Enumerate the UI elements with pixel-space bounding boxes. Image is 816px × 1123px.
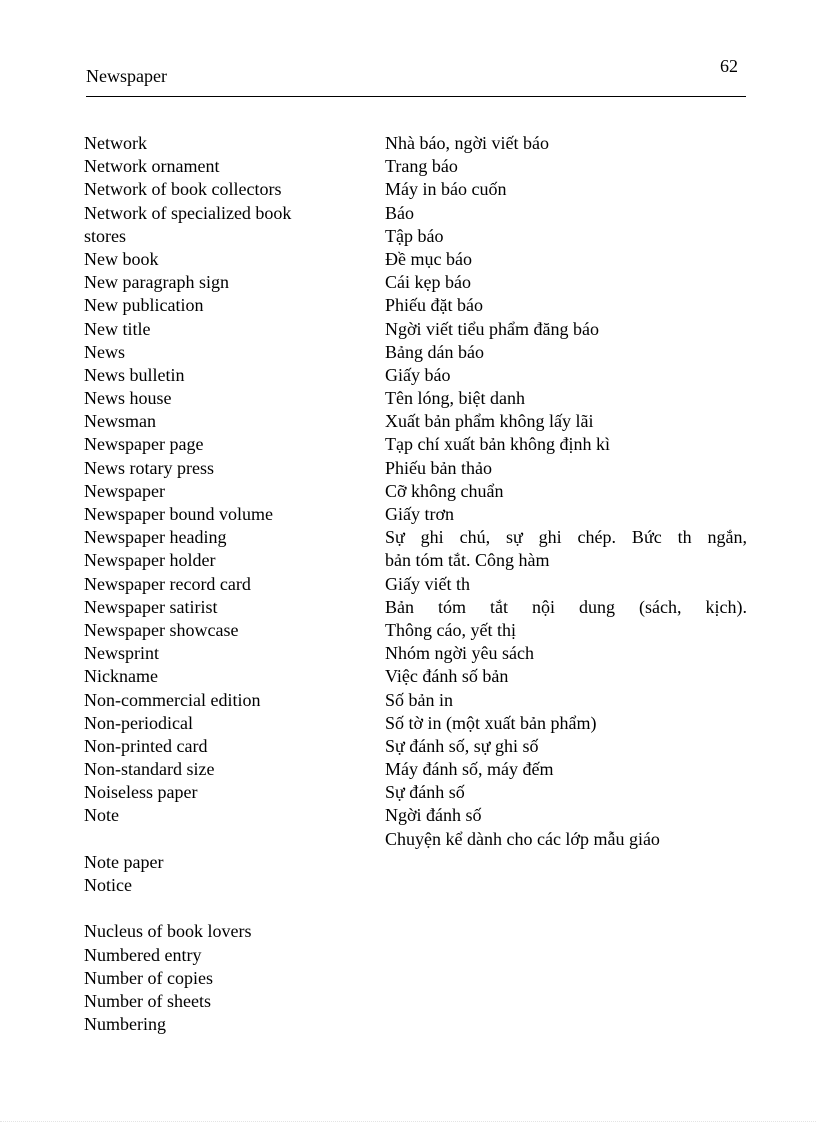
vietnamese-term: Ngời đánh số xyxy=(385,805,482,826)
vietnamese-term: Sự đánh số xyxy=(385,782,465,803)
vietnamese-term: Tên lóng, biệt danh xyxy=(385,388,525,409)
english-term: Numbering xyxy=(84,1014,166,1035)
english-term: Newspaper heading xyxy=(84,527,227,548)
vietnamese-term: Trang báo xyxy=(385,156,458,177)
english-term: Newspaper record card xyxy=(84,573,251,594)
english-term-list xyxy=(84,132,374,1036)
vietnamese-term: Giấy viết th xyxy=(385,573,470,594)
vietnamese-term: Cỡ không chuẩn xyxy=(385,480,504,501)
page-number: 62 xyxy=(720,56,738,76)
english-term: Numbered entry xyxy=(84,944,202,965)
english-term: Non-standard size xyxy=(84,759,215,780)
english-term: News house xyxy=(84,388,172,409)
english-term: News rotary press xyxy=(84,457,214,478)
english-term: Newspaper bound volume xyxy=(84,504,273,524)
english-term: Nucleus of book lovers xyxy=(84,921,252,942)
vietnamese-term: Xuất bản phẩm không lấy lãi xyxy=(385,411,594,432)
vietnamese-term: Phiếu đặt báo xyxy=(385,295,483,316)
vietnamese-term: Tạp chí xuất bản không định kì xyxy=(385,434,610,455)
english-term: Note xyxy=(84,805,119,826)
english-term: News xyxy=(84,341,125,362)
english-term: Newsman xyxy=(84,411,156,432)
english-term: Newspaper xyxy=(84,480,165,501)
english-term: New book xyxy=(84,248,159,269)
vietnamese-term: bản tóm tắt. Công hàm xyxy=(385,550,550,571)
english-term: New paragraph sign xyxy=(84,272,229,293)
english-term: Network of book collectors xyxy=(84,179,282,200)
vietnamese-term: Bảng dán báo xyxy=(385,341,484,362)
english-term: Noiseless paper xyxy=(84,782,198,803)
vietnamese-term: Số tờ in (một xuất bản phẩm) xyxy=(385,712,597,733)
vietnamese-term: Cái kẹp báo xyxy=(385,272,471,293)
page-bottom-divider xyxy=(0,1121,816,1122)
vietnamese-term: Đề mục báo xyxy=(385,248,472,269)
english-term: Network xyxy=(84,133,147,153)
english-term: Network ornament xyxy=(84,156,220,177)
english-term: Newspaper showcase xyxy=(84,619,239,640)
english-term: Number of sheets xyxy=(84,990,211,1011)
english-term: Non-periodical xyxy=(84,712,193,733)
vietnamese-term: Sự đánh số, sự ghi số xyxy=(385,735,539,756)
english-term: Non-commercial edition xyxy=(84,689,261,710)
vietnamese-term: Nhóm ngời yêu sách xyxy=(385,643,534,664)
vietnamese-term: Máy in báo cuốn xyxy=(385,179,507,200)
english-term: New publication xyxy=(84,295,204,316)
english-term: Non-printed card xyxy=(84,735,208,756)
running-head: Newspaper xyxy=(86,66,167,86)
english-term: Network of specialized book xyxy=(84,202,292,223)
vietnamese-term: Báo xyxy=(385,202,414,223)
vietnamese-term: Thông cáo, yết thị xyxy=(385,619,516,640)
vietnamese-term: Sự ghi chú, sự ghi chép. Bức th ngắn, xyxy=(385,527,747,548)
english-term: Newspaper satirist xyxy=(84,596,218,617)
english-term: Newspaper page xyxy=(84,434,204,455)
vietnamese-term: Giấy báo xyxy=(385,364,451,385)
vietnamese-term: Ngời viết tiểu phẩm đăng báo xyxy=(385,318,599,339)
english-term: Nickname xyxy=(84,666,158,687)
english-term: Newspaper holder xyxy=(84,550,216,571)
english-term: Notice xyxy=(84,875,132,895)
vietnamese-term: Bản tóm tắt nội dung (sách, kịch). xyxy=(385,596,747,617)
vietnamese-term: Chuyện kể dành cho các lớp mẫu giáo xyxy=(385,828,660,849)
english-term: News bulletin xyxy=(84,364,185,385)
blank-line xyxy=(84,828,374,851)
page-header xyxy=(86,54,746,97)
english-term: Newsprint xyxy=(84,643,159,664)
english-term: Number of copies xyxy=(84,967,213,988)
blank-line xyxy=(84,897,374,920)
english-term: New title xyxy=(84,318,151,339)
vietnamese-term: Máy đánh số, máy đếm xyxy=(385,759,554,780)
vietnamese-term-list xyxy=(385,132,747,851)
vietnamese-term: Phiếu bản thảo xyxy=(385,457,492,478)
vietnamese-term: Giấy trơn xyxy=(385,504,455,524)
english-term: Note paper xyxy=(84,851,164,872)
vietnamese-term: Tập báo xyxy=(385,225,444,246)
vietnamese-term: Số bản in xyxy=(385,689,454,710)
vietnamese-term: Việc đánh số bản xyxy=(385,666,509,687)
english-term: stores xyxy=(84,225,126,246)
vietnamese-term: Nhà báo, ngời viết báo xyxy=(385,133,549,153)
